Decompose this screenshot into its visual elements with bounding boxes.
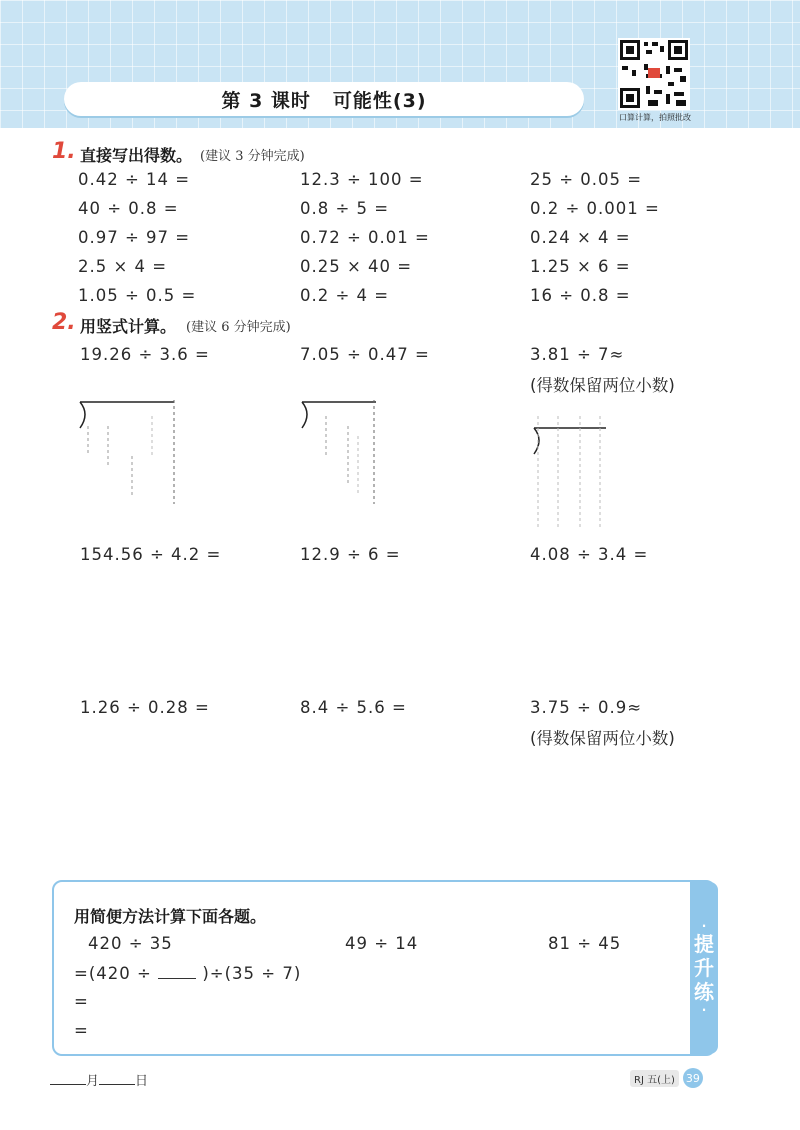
long-division-bracket bbox=[74, 396, 184, 508]
section-2-number: 2. bbox=[52, 310, 76, 335]
s1-problem: 0.97 ÷ 97 = bbox=[78, 228, 191, 247]
month-label: 月 bbox=[86, 1074, 100, 1089]
long-division-bracket bbox=[296, 396, 386, 508]
topic-label: 可能性(3) bbox=[332, 89, 427, 112]
s1-problem: 0.8 ÷ 5 = bbox=[300, 199, 390, 218]
s1-problem: 1.25 × 6 = bbox=[530, 257, 631, 276]
s1-problem: 12.3 ÷ 100 = bbox=[300, 170, 424, 189]
month-blank[interactable] bbox=[50, 1084, 86, 1085]
rounding-note: (得数保留两位小数) bbox=[530, 729, 675, 748]
s1-problem: 0.72 ÷ 0.01 = bbox=[300, 228, 430, 247]
s1-problem: 40 ÷ 0.8 = bbox=[78, 199, 179, 218]
s1-problem: 1.05 ÷ 0.5 = bbox=[78, 286, 197, 305]
answer-blank[interactable] bbox=[158, 963, 196, 979]
practice-title: 用简便方法计算下面各题。 bbox=[74, 907, 267, 926]
page-title bbox=[64, 82, 584, 116]
s1-problem: 0.2 ÷ 0.001 = bbox=[530, 199, 660, 218]
step-prefix: =(420 ÷ bbox=[74, 964, 152, 983]
s1-problem: 0.25 × 40 = bbox=[300, 257, 413, 276]
practice-problem: 420 ÷ 35 bbox=[88, 934, 173, 953]
lesson-label: 第 3 课时 bbox=[221, 89, 311, 112]
rounding-note: (得数保留两位小数) bbox=[530, 376, 675, 395]
s1-problem: 16 ÷ 0.8 = bbox=[530, 286, 631, 305]
page-number: 39 bbox=[683, 1068, 703, 1088]
day-label: 日 bbox=[135, 1074, 149, 1089]
s2-problem: 7.05 ÷ 0.47 = bbox=[300, 345, 430, 364]
day-blank[interactable] bbox=[99, 1084, 135, 1085]
practice-tab: · 提 升 练 · bbox=[690, 882, 718, 1054]
qr-code-icon[interactable] bbox=[618, 38, 690, 110]
tab-char: 提 bbox=[694, 932, 714, 956]
qr-caption: 口算计算，拍照批改 bbox=[619, 113, 691, 122]
s2-problem: 1.26 ÷ 0.28 = bbox=[80, 698, 210, 717]
footer-right bbox=[630, 1068, 703, 1088]
practice-problem: 49 ÷ 14 bbox=[345, 934, 419, 953]
s1-problem: 25 ÷ 0.05 = bbox=[530, 170, 643, 189]
s1-problem: 2.5 × 4 = bbox=[78, 257, 168, 276]
s2-problem: 154.56 ÷ 4.2 = bbox=[80, 545, 222, 564]
s1-problem: 0.24 × 4 = bbox=[530, 228, 631, 247]
s2-problem: 4.08 ÷ 3.4 = bbox=[530, 545, 649, 564]
s1-problem: 0.42 ÷ 14 = bbox=[78, 170, 191, 189]
section-2-note: (建议 6 分钟完成) bbox=[186, 320, 291, 335]
s2-problem: 12.9 ÷ 6 = bbox=[300, 545, 401, 564]
section-1-note: (建议 3 分钟完成) bbox=[200, 149, 305, 164]
section-1-number: 1. bbox=[52, 139, 76, 164]
s2-problem: 8.4 ÷ 5.6 = bbox=[300, 698, 407, 717]
practice-problem: 81 ÷ 45 bbox=[548, 934, 622, 953]
practice-eq: = bbox=[74, 1021, 89, 1040]
s2-problem: 19.26 ÷ 3.6 = bbox=[80, 345, 210, 364]
practice-eq: = bbox=[74, 992, 89, 1011]
practice-step bbox=[74, 963, 301, 983]
long-division-bracket bbox=[528, 412, 612, 532]
s2-problem: 3.81 ÷ 7≈ bbox=[530, 345, 625, 364]
step-suffix: )÷(35 ÷ 7) bbox=[202, 964, 302, 983]
s1-problem: 0.2 ÷ 4 = bbox=[300, 286, 390, 305]
tab-char: 升 bbox=[694, 956, 714, 980]
date-line bbox=[50, 1070, 148, 1089]
section-1-title: 直接写出得数。 bbox=[80, 146, 193, 165]
s2-problem: 3.75 ÷ 0.9≈ bbox=[530, 698, 643, 717]
tab-char: 练 bbox=[694, 980, 714, 1004]
section-2-title: 用竖式计算。 bbox=[80, 317, 177, 336]
edition-badge: RJ 五(上) bbox=[630, 1070, 679, 1087]
